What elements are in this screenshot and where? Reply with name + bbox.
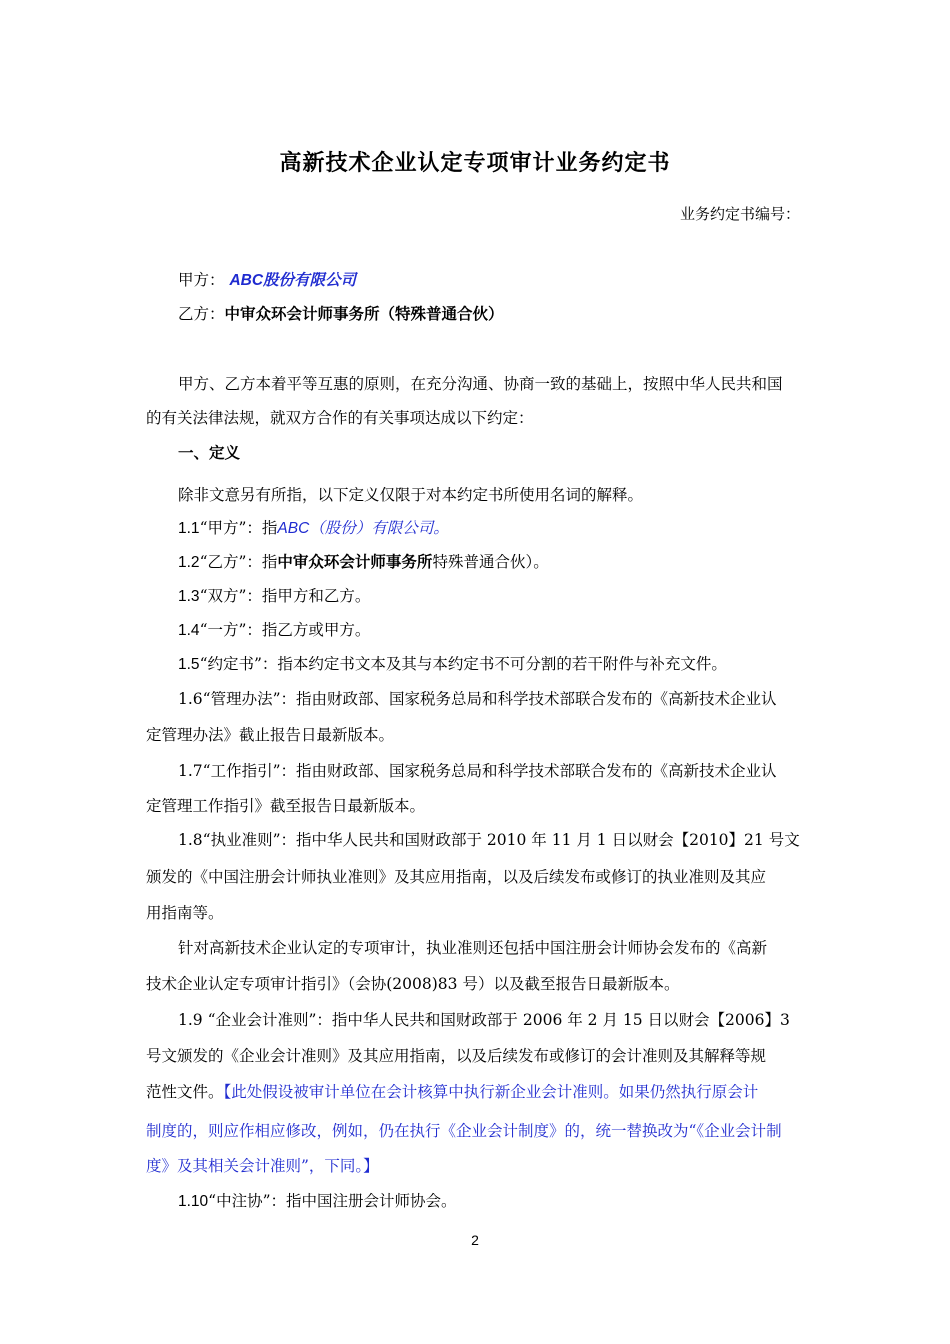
audit-paragraph-line-2: 技术企业认定专项审计指引》（会协(2008)83 号）以及截至报告日最新版本。 xyxy=(146,975,680,993)
party-b-label: 乙方： xyxy=(178,305,225,323)
note-line-3: 度》及其相关会计准则”，下同。】 xyxy=(146,1157,379,1175)
party-b-line xyxy=(178,303,806,325)
definition-1-9-line-1: 1.9 “企业会计准则”：指中华人民共和国财政部于 2006 年 2 月 15 日以财会【2006】3 xyxy=(178,1011,790,1029)
party-b-firm-name: 中审众环会计师事务所 xyxy=(277,553,433,571)
definition-number: 1.4 xyxy=(178,622,200,639)
definition-1-5 xyxy=(178,653,806,676)
definition-text: “约定书”：指本约定书文本及其与本约定书不可分割的若干附件与补充文件。 xyxy=(199,655,727,673)
page-number: 2 xyxy=(471,1232,479,1248)
intro-line-1: 甲方、乙方本着平等互惠的原则，在充分沟通、协商一致的基础上，按照中华人民共和国 xyxy=(178,375,783,393)
definition-text: “一方”：指乙方或甲方。 xyxy=(199,621,371,639)
definition-1-9-tail: 范性文件。 xyxy=(146,1083,224,1101)
document-title: 高新技术企业认定专项审计业务约定书 xyxy=(279,151,671,176)
definition-tail: 特殊普通合伙）。 xyxy=(432,553,549,571)
definition-1-9-line-3 xyxy=(146,1081,806,1103)
party-a-label: 甲方： xyxy=(178,271,225,289)
definition-number: 1.2 xyxy=(178,554,200,571)
definition-1-2 xyxy=(178,551,806,574)
definition-1-8-line-3: 用指南等。 xyxy=(146,904,224,922)
definition-1-10 xyxy=(178,1190,806,1213)
definition-number: 1.1 xyxy=(178,520,200,537)
note-line-1: 【此处假设被审计单位在会计核算中执行新企业会计准则。如果仍然执行原会计 xyxy=(223,1083,759,1101)
audit-paragraph-line-1: 针对高新技术企业认定的专项审计，执业准则还包括中国注册会计师协会发布的《高新 xyxy=(178,939,768,957)
definition-1-7-line-1: 1.7“工作指引”：指由财政部、国家税务总局和科学技术部联合发布的《高新技术企业认 xyxy=(178,762,777,780)
definition-1-3 xyxy=(178,585,806,608)
definition-1-7-line-2: 定管理工作指引》截至报告日最新版本。 xyxy=(146,797,426,815)
definition-1-6-line-1: 1.6“管理办法”：指由财政部、国家税务总局和科学技术部联合发布的《高新技术企业认 xyxy=(178,690,777,708)
contract-number-label: 业务约定书编号： xyxy=(679,205,800,223)
party-a-line xyxy=(178,269,806,292)
party-b-name: 中审众环会计师事务所（特殊普通合伙） xyxy=(224,305,504,323)
intro-line-2: 的有关法律法规，就双方合作的有关事项达成以下约定： xyxy=(146,409,534,427)
definition-1-9-line-2: 号文颁发的《企业会计准则》及其应用指南，以及后续发布或修订的会计准则及其解释等规 xyxy=(146,1047,767,1065)
definition-1-8-line-1: 1.8“执业准则”：指中华人民共和国财政部于 2010 年 11 月 1 日以财会【2010】21 号文 xyxy=(178,831,800,849)
definition-number: 1.3 xyxy=(178,588,200,605)
definition-number: 1.10 xyxy=(178,1193,209,1210)
definition-1-4 xyxy=(178,619,806,642)
definition-number: 1.5 xyxy=(178,656,200,673)
definition-text: “乙方”：指 xyxy=(199,553,278,571)
definition-text: “甲方”：指 xyxy=(199,519,278,537)
section-heading-definitions: 一、定义 xyxy=(178,444,241,462)
definition-text: “双方”：指甲方和乙方。 xyxy=(199,587,371,605)
definition-1-6-line-2: 定管理办法》截止报告日最新版本。 xyxy=(146,726,395,744)
party-a-name: ABC股份有限公司 xyxy=(229,272,357,289)
definitions-intro: 除非文意另有所指，以下定义仅限于对本约定书所使用名词的解释。 xyxy=(178,486,644,504)
party-a-full-name: ABC（股份）有限公司。 xyxy=(277,520,449,537)
note-line-2: 制度的，则应作相应修改，例如，仍在执行《企业会计制度》的，统一替换改为“《企业会计制 xyxy=(146,1122,782,1140)
definition-1-8-line-2: 颁发的《中国注册会计师执业准则》及其应用指南，以及后续发布或修订的执业准则及其应 xyxy=(146,868,767,886)
definition-1-1 xyxy=(178,517,806,540)
definition-text: “中注协”：指中国注册会计师协会。 xyxy=(208,1192,457,1210)
